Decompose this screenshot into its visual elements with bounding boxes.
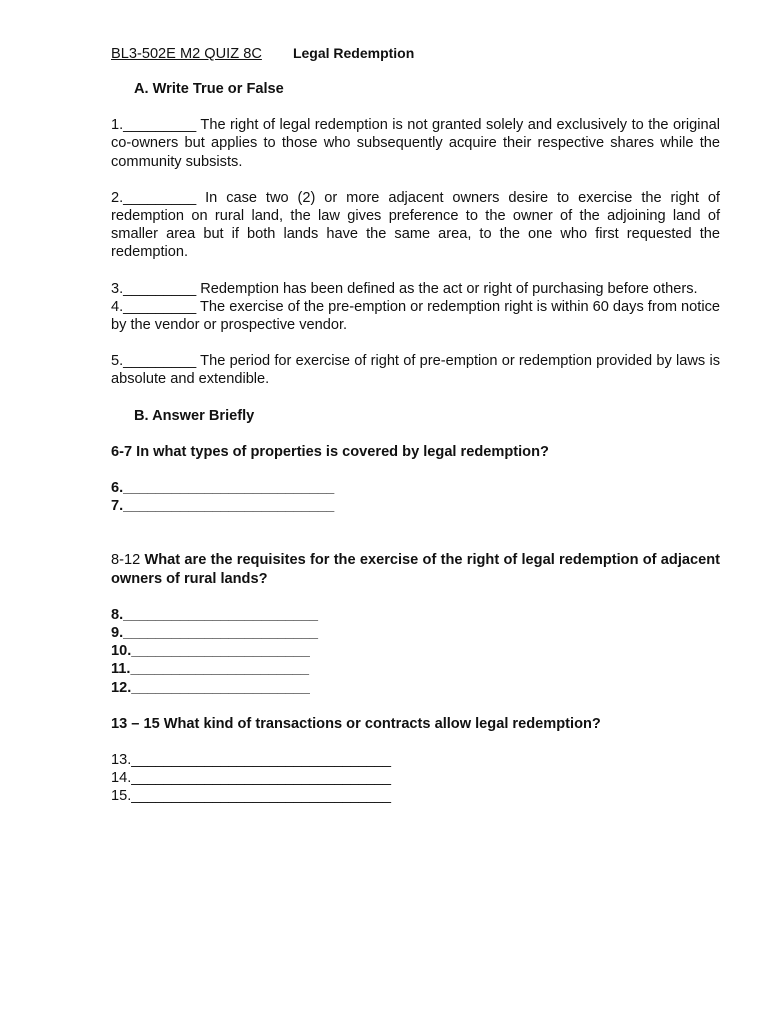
answer-lines-13-15 xyxy=(111,751,720,806)
answer-line-9: 9.________________________ xyxy=(111,625,318,642)
question-8-12-text: What are the requisites for the exercise of the right of legal redemption of adjacent owners of rural lands? xyxy=(111,552,721,587)
quiz-topic: Legal Redemption xyxy=(292,45,415,61)
true-false-item-3: 3._________ Redemption has been defined as the act or right of purchasing before others. xyxy=(111,280,698,297)
answer-line-11: 11.______________________ xyxy=(111,661,310,678)
question-8-12-number: 8-12 xyxy=(111,552,145,569)
question-6-7: 6-7 In what types of properties is covered by legal redemption? xyxy=(111,443,549,460)
answer-lines-8-12 xyxy=(111,606,720,697)
section-b-title: B. Answer Briefly xyxy=(134,407,255,424)
answer-lines-6-7 xyxy=(111,479,720,515)
answer-line-6: 6.__________________________ xyxy=(111,480,335,497)
quiz-code: BL3-502E M2 QUIZ 8C xyxy=(111,46,262,62)
answer-line-15: 15.________________________________ xyxy=(111,788,392,805)
question-13-15: 13 – 15 What kind of transactions or contracts allow legal redemption? xyxy=(111,715,601,732)
quiz-header xyxy=(111,44,720,62)
answer-line-13: 13.________________________________ xyxy=(111,752,392,769)
true-false-item-1: 1._________ The right of legal redemption is not granted solely and exclusively to the original co-owners but applies to those who subsequently acquire their respective shares while the community subsists. xyxy=(111,117,720,170)
answer-line-7: 7.__________________________ xyxy=(111,498,335,515)
true-false-item-5: 5._________ The period for exercise of right of pre-emption or redemption provided by laws is absolute and extendible. xyxy=(111,353,720,388)
answer-line-8: 8.________________________ xyxy=(111,606,318,623)
section-a-title: A. Write True or False xyxy=(134,81,284,97)
true-false-item-2: 2._________ In case two (2) or more adjacent owners desire to exercise the right of redemption on rural land, the law gives preference to the owner of the adjoining land of smaller area but if both lands have the same area, to the one who first requested the redemption. xyxy=(111,189,720,261)
answer-line-10: 10.______________________ xyxy=(111,643,310,660)
quiz-page xyxy=(111,44,720,806)
answer-line-12: 12.______________________ xyxy=(111,679,310,696)
true-false-item-4: 4._________ The exercise of the pre-emption or redemption right is within 60 days from notice by the vendor or prospective vendor. xyxy=(111,298,720,334)
answer-line-14: 14.________________________________ xyxy=(111,770,392,787)
question-8-12 xyxy=(111,551,720,587)
